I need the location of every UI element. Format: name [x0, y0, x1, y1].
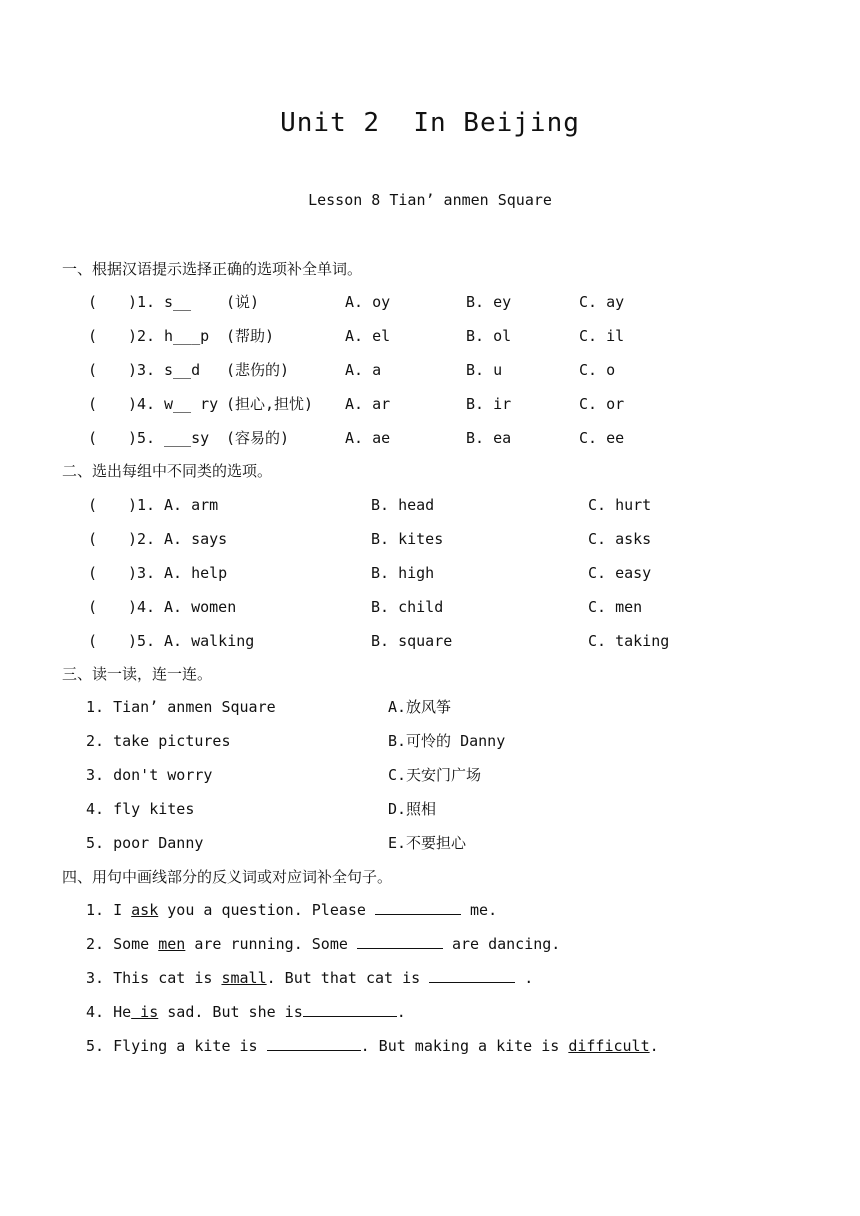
match-left-item[interactable]: 2. take pictures: [86, 732, 231, 750]
question-number: )5.: [128, 632, 156, 650]
answer-paren[interactable]: (: [88, 632, 98, 650]
section-1-heading: 一、根据汉语提示选择正确的选项补全单词。: [62, 260, 363, 278]
match-left-item[interactable]: 4. fly kites: [86, 800, 195, 818]
option-b: B. ol: [466, 327, 512, 345]
option-b: B. square: [371, 632, 453, 650]
option-c: C. hurt: [588, 496, 652, 514]
question-number: )1.: [128, 496, 156, 514]
match-left-item[interactable]: 5. poor Danny: [86, 834, 204, 852]
option-c: C. taking: [588, 632, 670, 650]
chinese-hint: (担心,担忧): [226, 395, 314, 413]
option-a: A. ae: [345, 429, 391, 447]
option-b: B. u: [466, 361, 503, 379]
option-a: A. walking: [164, 632, 255, 650]
question-number: )4.: [128, 395, 156, 413]
match-right-item[interactable]: A.放风筝: [388, 698, 452, 716]
sentence-4: 4. He is sad. But she is .: [86, 1003, 406, 1021]
option-c: C. or: [579, 395, 625, 413]
section-4-heading: 四、用句中画线部分的反义词或对应词补全句子。: [62, 868, 393, 886]
underlined-word: men: [158, 935, 186, 953]
sentence-3: 3. This cat is small. But that cat is .: [86, 969, 534, 987]
answer-paren[interactable]: (: [88, 395, 98, 413]
option-b: B. kites: [371, 530, 444, 548]
option-a: A. a: [345, 361, 382, 379]
match-right-item[interactable]: C.天安门广场: [388, 766, 482, 784]
answer-paren[interactable]: (: [88, 564, 98, 582]
answer-paren[interactable]: (: [88, 598, 98, 616]
chinese-hint: (说): [226, 293, 260, 311]
option-c: C. easy: [588, 564, 652, 582]
underlined-word: is: [131, 1003, 159, 1021]
question-number: )2.: [128, 530, 156, 548]
answer-paren[interactable]: (: [88, 496, 98, 514]
option-c: C. ee: [579, 429, 625, 447]
match-right-item[interactable]: D.照相: [388, 800, 437, 818]
answer-blank[interactable]: [303, 1002, 397, 1017]
chinese-hint: (悲伤的): [226, 361, 290, 379]
option-b: B. high: [371, 564, 435, 582]
answer-blank[interactable]: [429, 968, 515, 983]
option-a: A. women: [164, 598, 237, 616]
match-left-item[interactable]: 3. don't worry: [86, 766, 213, 784]
answer-blank[interactable]: [267, 1036, 361, 1051]
option-b: B. ey: [466, 293, 512, 311]
underlined-word: ask: [131, 901, 159, 919]
sentence-2: 2. Some men are running. Some are dancing.: [86, 935, 561, 953]
lesson-subtitle: Lesson 8 Tian’ anmen Square: [308, 191, 552, 209]
section-2-heading: 二、选出每组中不同类的选项。: [62, 462, 273, 480]
word-with-blanks: h___p: [164, 327, 210, 345]
sentence-1: 1. I ask you a question. Please me.: [86, 901, 498, 919]
question-number: )3.: [128, 361, 156, 379]
answer-paren[interactable]: (: [88, 293, 98, 311]
word-with-blanks: ___sy: [164, 429, 210, 447]
match-left-item[interactable]: 1. Tian’ anmen Square: [86, 698, 276, 716]
option-b: B. child: [371, 598, 444, 616]
option-b: B. ir: [466, 395, 512, 413]
option-b: B. ea: [466, 429, 512, 447]
answer-paren[interactable]: (: [88, 361, 98, 379]
question-number: )3.: [128, 564, 156, 582]
page-title: Unit 2 In Beijing: [280, 108, 580, 138]
underlined-word: difficult: [568, 1037, 650, 1055]
answer-paren[interactable]: (: [88, 327, 98, 345]
option-c: C. o: [579, 361, 616, 379]
question-number: )2.: [128, 327, 156, 345]
answer-paren[interactable]: (: [88, 429, 98, 447]
answer-blank[interactable]: [357, 934, 443, 949]
option-a: A. oy: [345, 293, 391, 311]
match-right-item[interactable]: E.不要担心: [388, 834, 467, 852]
option-b: B. head: [371, 496, 435, 514]
option-a: A. el: [345, 327, 391, 345]
answer-paren[interactable]: (: [88, 530, 98, 548]
question-number: )5.: [128, 429, 156, 447]
underlined-word: small: [221, 969, 267, 987]
option-a: A. says: [164, 530, 228, 548]
option-c: C. ay: [579, 293, 625, 311]
option-a: A. help: [164, 564, 228, 582]
option-a: A. arm: [164, 496, 219, 514]
chinese-hint: (容易的): [226, 429, 290, 447]
answer-blank[interactable]: [375, 900, 461, 915]
question-number: )4.: [128, 598, 156, 616]
sentence-5: 5. Flying a kite is . But making a kite is difficult.: [86, 1037, 659, 1055]
option-c: C. men: [588, 598, 643, 616]
section-3-heading: 三、读一读，连一连。: [62, 665, 213, 683]
chinese-hint: (帮助): [226, 327, 275, 345]
word-with-blanks: s__: [164, 293, 192, 311]
word-with-blanks: w__ ry: [164, 395, 219, 413]
option-a: A. ar: [345, 395, 391, 413]
match-right-item[interactable]: B.可怜的 Danny: [388, 732, 506, 750]
word-with-blanks: s__d: [164, 361, 201, 379]
option-c: C. asks: [588, 530, 652, 548]
option-c: C. il: [579, 327, 625, 345]
question-number: )1.: [128, 293, 156, 311]
